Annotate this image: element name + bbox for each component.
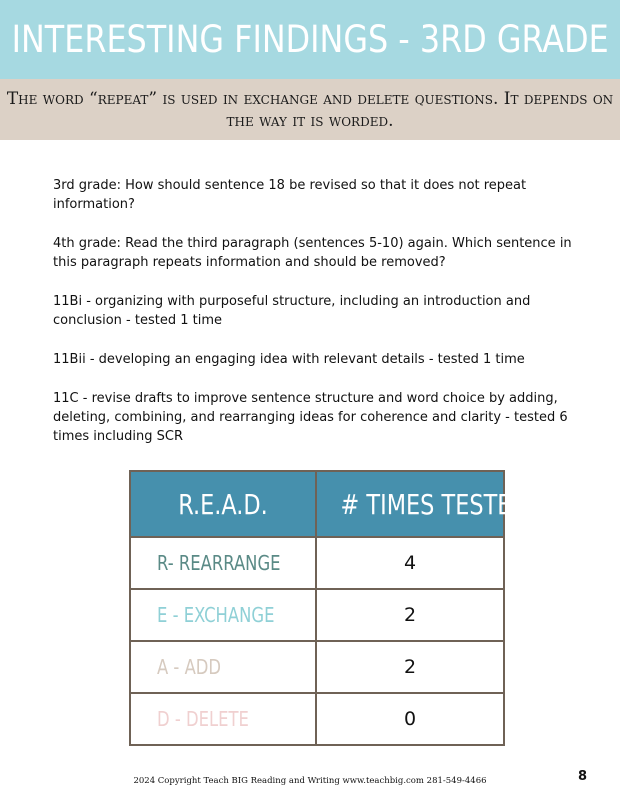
table-row	[130, 537, 504, 589]
row-label-delete: D - DELETE	[130, 693, 316, 745]
page-number: 8	[578, 769, 588, 784]
read-table	[129, 470, 529, 746]
subtitle-banner	[0, 79, 620, 140]
title-banner	[0, 0, 620, 79]
header-read: R.E.A.D.	[130, 471, 316, 537]
page-title: INTERESTING FINDINGS - 3RD GRADE	[11, 18, 609, 61]
table-row	[130, 693, 504, 745]
row-label-rearrange: R- REARRANGE	[130, 537, 316, 589]
footer-copyright: 2024 Copyright Teach BIG Reading and Writing www.teachbig.com 281-549-4466	[133, 776, 487, 786]
content-body	[53, 176, 583, 466]
paragraph-standard-11c: 11C - revise drafts to improve sentence structure and word choice by adding, deleting, combining, and rearranging ideas for coherence and clarity - tested 6 times including SCR	[53, 391, 568, 444]
paragraph-standard-11bii: 11Bii - developing an engaging idea with relevant details - tested 1 time	[53, 352, 525, 367]
row-label-exchange: E - EXCHANGE	[130, 589, 316, 641]
table-row	[130, 589, 504, 641]
row-value-exchange: 2	[316, 589, 504, 641]
row-value-rearrange: 4	[316, 537, 504, 589]
table-header-row	[130, 471, 504, 537]
row-label-add: A - ADD	[130, 641, 316, 693]
header-times-tested: # TIMES TESTED	[316, 471, 504, 537]
page-subtitle: The word “repeat” is used in exchange and delete questions. It depends on the way it is worded.	[6, 88, 614, 131]
row-value-delete: 0	[316, 693, 504, 745]
table-row	[130, 641, 504, 693]
paragraph-standard-11bi: 11Bi - organizing with purposeful structure, including an introduction and conclusion - tested 1 time	[53, 294, 531, 328]
row-value-add: 2	[316, 641, 504, 693]
paragraph-4th-grade-question: 4th grade: Read the third paragraph (sentences 5-10) again. Which sentence in this paragraph repeats information and should be removed?	[53, 236, 572, 270]
paragraph-3rd-grade-question: 3rd grade: How should sentence 18 be revised so that it does not repeat information?	[53, 178, 527, 212]
